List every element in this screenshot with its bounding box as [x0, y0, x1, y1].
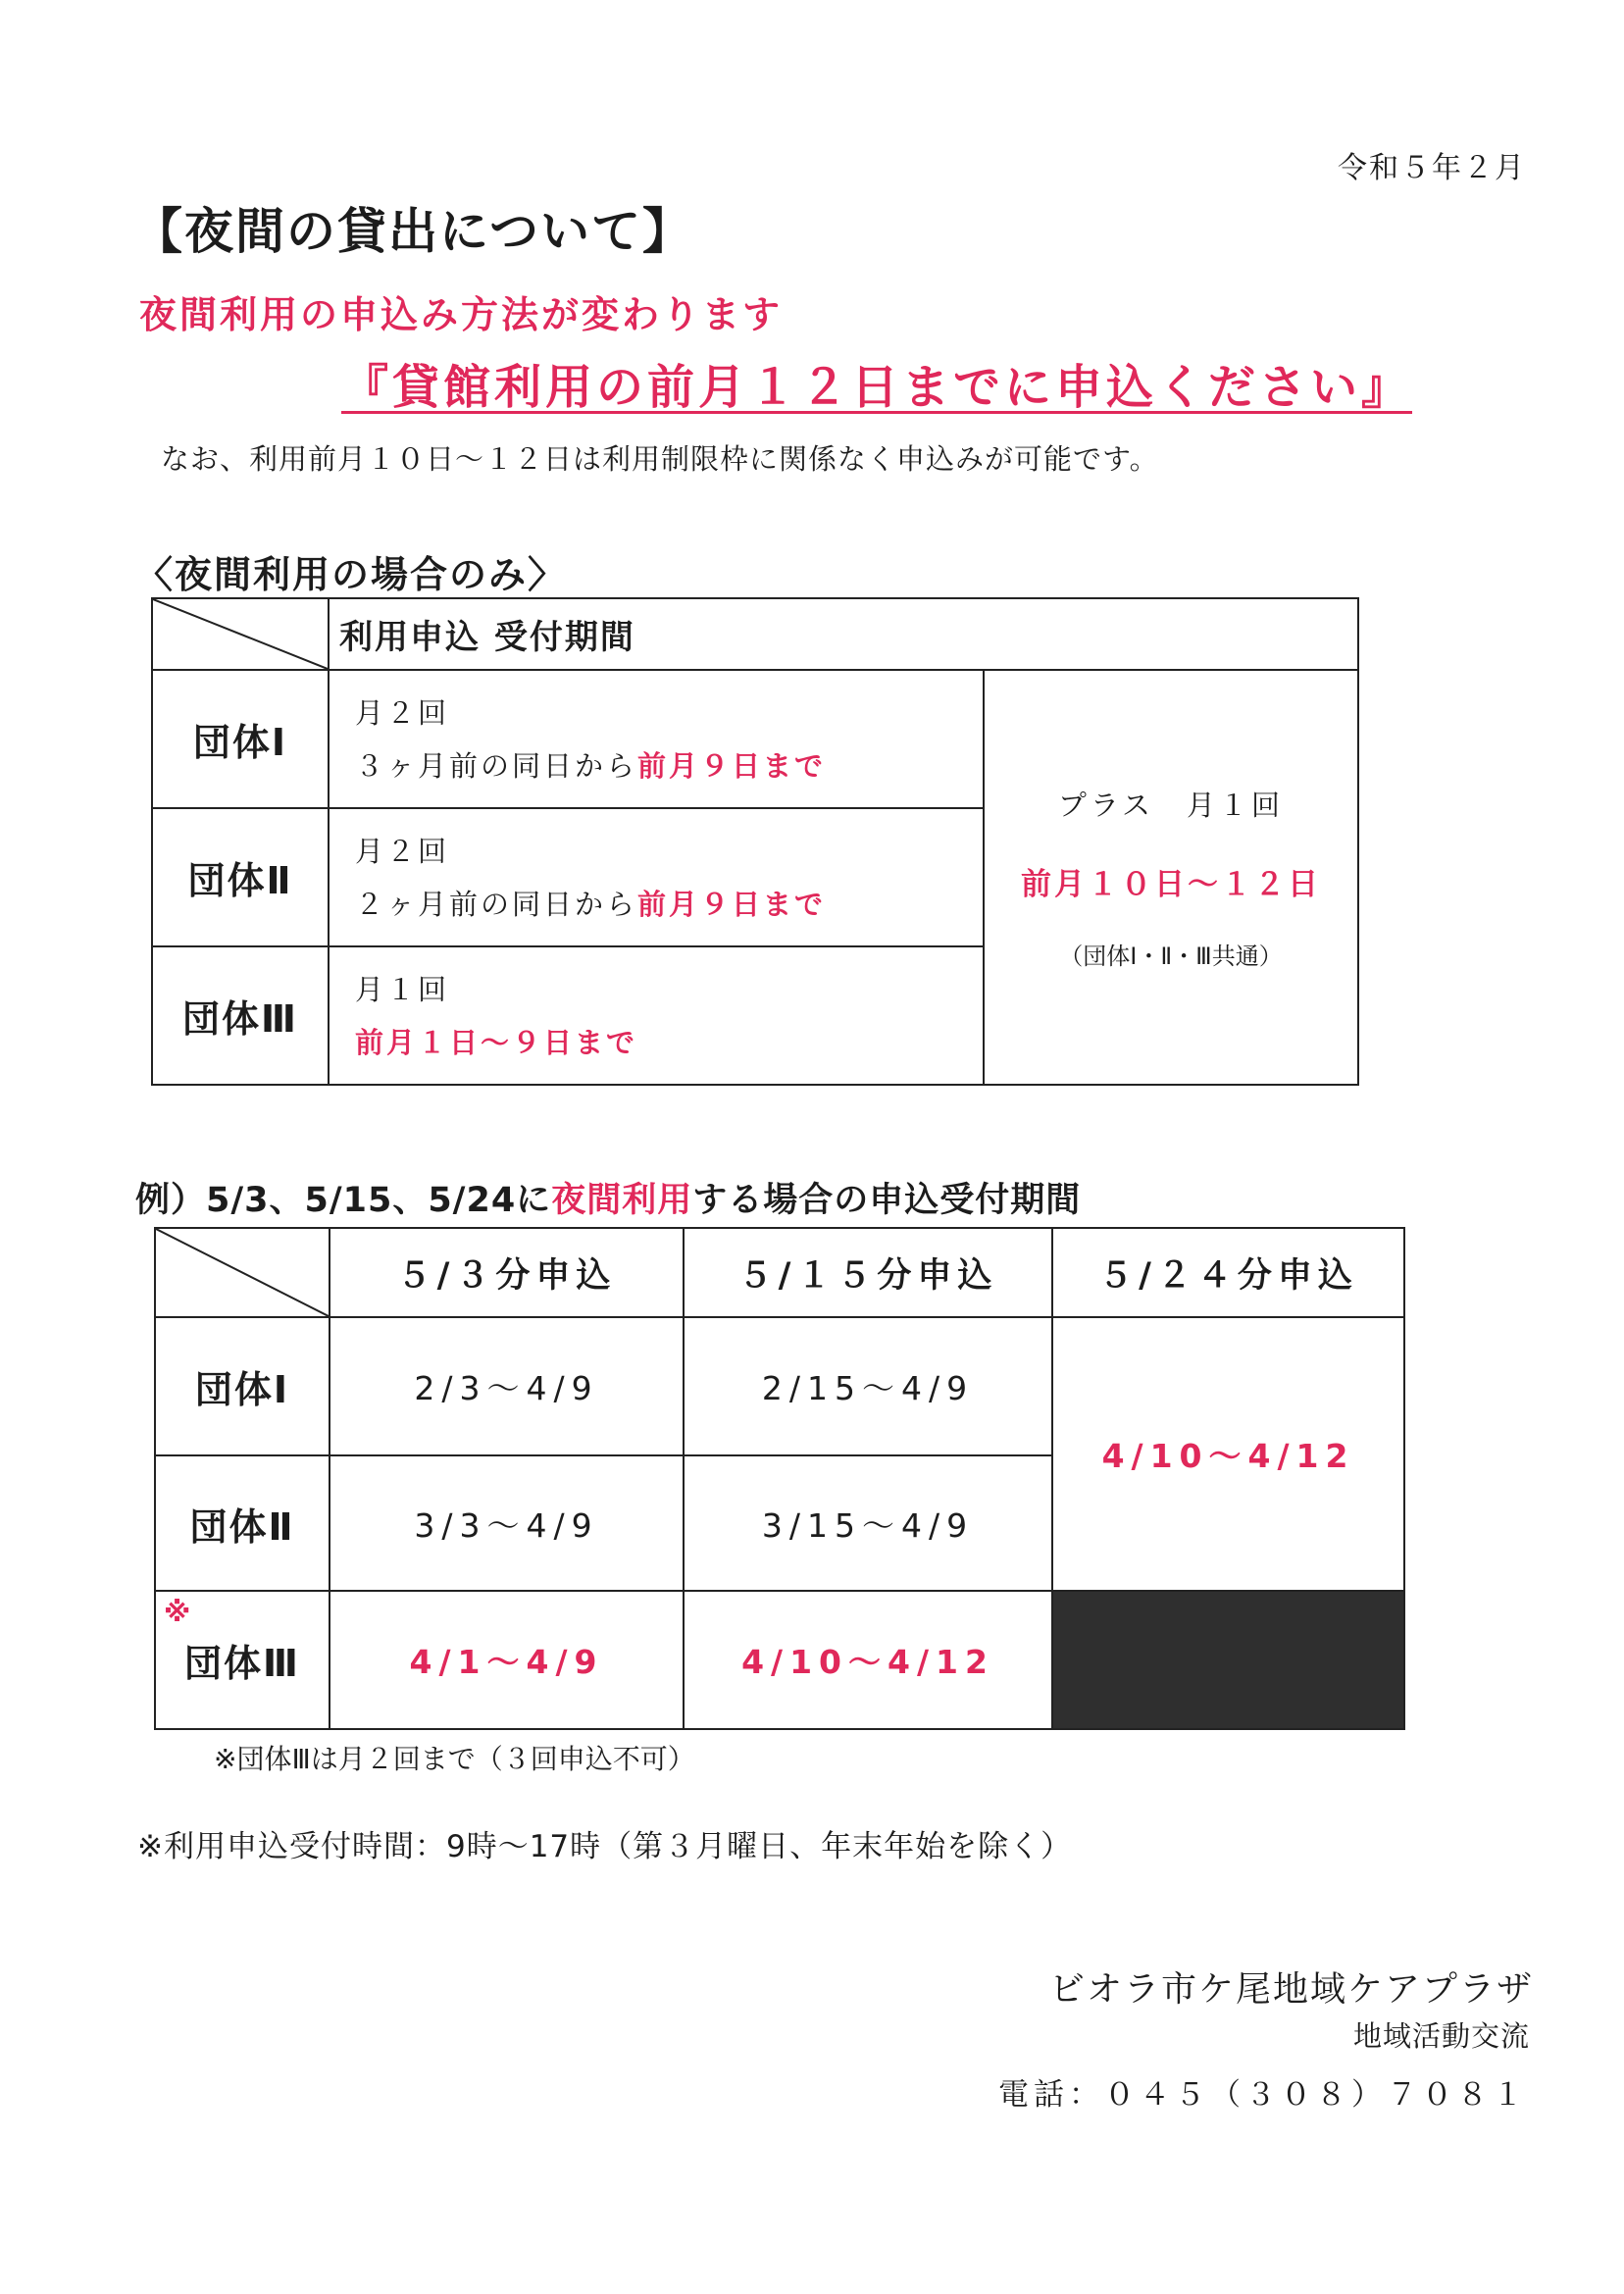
period-cell: 月１回 前月１日～９日まで — [329, 946, 984, 1085]
section1-heading: 〈夜間利用の場合のみ〉 — [135, 553, 568, 596]
period-value: 3/15～4/9 — [684, 1455, 1052, 1591]
period-value: 4/10～4/12 — [684, 1591, 1052, 1729]
diagonal-header-cell — [155, 1228, 330, 1317]
main-notice: 『貸館利用の前月１２日までに申込ください』 — [341, 360, 1413, 415]
period-header: 利用申込 受付期間 — [329, 598, 1358, 670]
reception-note: ※利用申込受付時間：9時～17時（第３月曜日、年末年始を除く） — [137, 1829, 1073, 1864]
plus-note: （団体Ⅰ・Ⅱ・Ⅲ共通） — [1059, 943, 1283, 970]
unavailable-cell — [1052, 1591, 1404, 1729]
example-table — [154, 1227, 1405, 1730]
period-value: 2/15～4/9 — [684, 1317, 1052, 1455]
group-label: 団体Ⅲ — [152, 946, 329, 1085]
page-title: 【夜間の貸出について】 — [133, 203, 693, 260]
period-cell: 月２回 ２ヶ月前の同日から前月９日まで — [329, 808, 984, 946]
merged-period-value: 4/10～4/12 — [1052, 1317, 1404, 1591]
note: なお、利用前月１０日～１２日は利用制限枠に関係なく申込みが可能です。 — [161, 442, 1159, 476]
column-header: ５/２４分申込 — [1052, 1228, 1404, 1317]
plus-period: 前月１０日～１２日 — [1021, 867, 1321, 902]
period-cell: 月２回 ３ヶ月前の同日から前月９日まで — [329, 670, 984, 808]
org-name: ビオラ市ケ尾地域ケアプラザ — [1048, 1969, 1534, 2010]
period-value: 4/1～4/9 — [330, 1591, 684, 1729]
group-label: 団体Ⅱ — [152, 808, 329, 946]
group-label: 団体Ⅱ — [155, 1455, 330, 1591]
headline: 夜間利用の申込み方法が変わります — [139, 293, 784, 336]
group-label: 団体Ⅲ — [184, 1642, 300, 1685]
group-label: 団体Ⅰ — [155, 1317, 330, 1455]
date: 令和５年２月 — [1338, 151, 1526, 185]
table-footnote: ※団体Ⅲは月２回まで（３回申込不可） — [214, 1743, 695, 1775]
column-header: ５/３分申込 — [330, 1228, 684, 1317]
plus-cell — [984, 670, 1358, 1085]
diagonal-header-cell — [152, 598, 329, 670]
org-dept: 地域活動交流 — [1352, 2019, 1530, 2053]
note-mark: ※ — [164, 1596, 193, 1628]
column-header: ５/１５分申込 — [684, 1228, 1052, 1317]
section2-heading: 例）5/3、5/15、5/24に夜間利用する場合の申込受付期間 — [135, 1181, 1082, 1220]
period-value: 3/3～4/9 — [330, 1455, 684, 1591]
group-label-cell — [155, 1591, 330, 1729]
org-tel: 電話：０４５（３０８）７０８１ — [998, 2077, 1528, 2113]
period-value: 2/3～4/9 — [330, 1317, 684, 1455]
plus-line: プラス 月１回 — [1057, 789, 1285, 822]
period-table — [151, 597, 1359, 1086]
group-label: 団体Ⅰ — [152, 670, 329, 808]
